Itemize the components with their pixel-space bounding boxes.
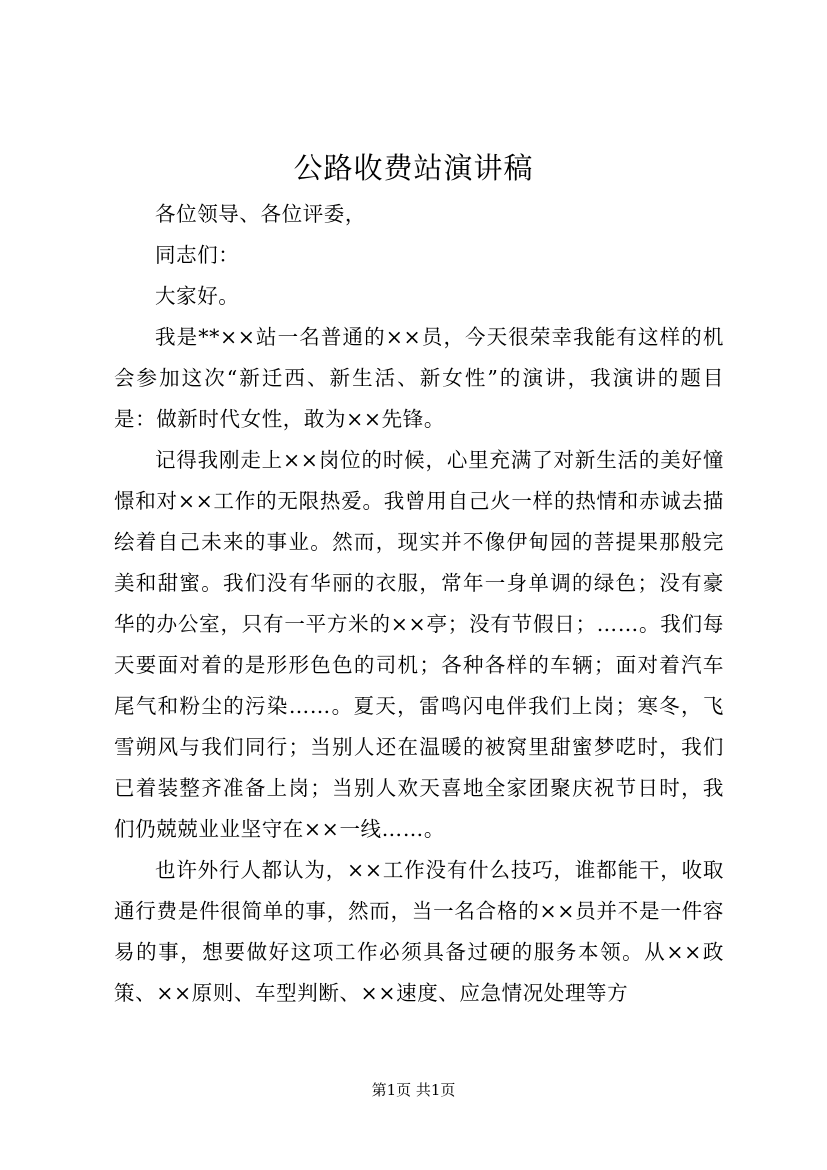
page-footer: 第1页 共1页 [371,1081,456,1099]
paragraph-salutation-comrades: 同志们： [155,243,240,267]
paragraph-memory: 记得我刚走上××岗位的时候，心里充满了对新生活的美好憧憬和对××工作的无限热爱。我曾用自己火一样的热情和赤诚去描绘着自己未来的事业。然而，现实并不像伊甸园的菩提果那般完美和甜蜜。我们没有华丽的衣服，常年一身单调的绿色；没有豪华的办公室，只有一平方米的××亭；没有节假日；……。我们每天要面对着的是形形色色的司机；各种各样的车辆；面对着汽车尾气和粉尘的污染……。夏天，雷鸣闪电伴我们上岗；寒冬，飞雪朔风与我们同行；当别人还在温暖的被窝里甜蜜梦呓时，我们已着装整齐准备上岗；当别人欢天喜地全家团聚庆祝节日时，我们仍兢兢业业坚守在××一线……。 [114,448,724,841]
paragraph-greeting: 大家好。 [155,284,240,308]
paragraph-introduction: 我是**××站一名普通的××员，今天很荣幸我能有这样的机会参加这次“新迁西、新生活、新女性”的演讲，我演讲的题目是：做新时代女性，敢为××先锋。 [114,325,724,431]
document-title: 公路收费站演讲稿 [293,151,534,185]
document-body [114,194,724,1014]
paragraph-salutation-leaders: 各位领导、各位评委， [155,202,366,226]
paragraph-skills: 也许外行人都认为，××工作没有什么技巧，谁都能干，收取通行费是件很简单的事，然而，当一名合格的××员并不是一件容易的事，想要做好这项工作必须具备过硬的服务本领。从××政策、××原则、车型判断、××速度、应急情况处理等方 [114,858,724,1005]
